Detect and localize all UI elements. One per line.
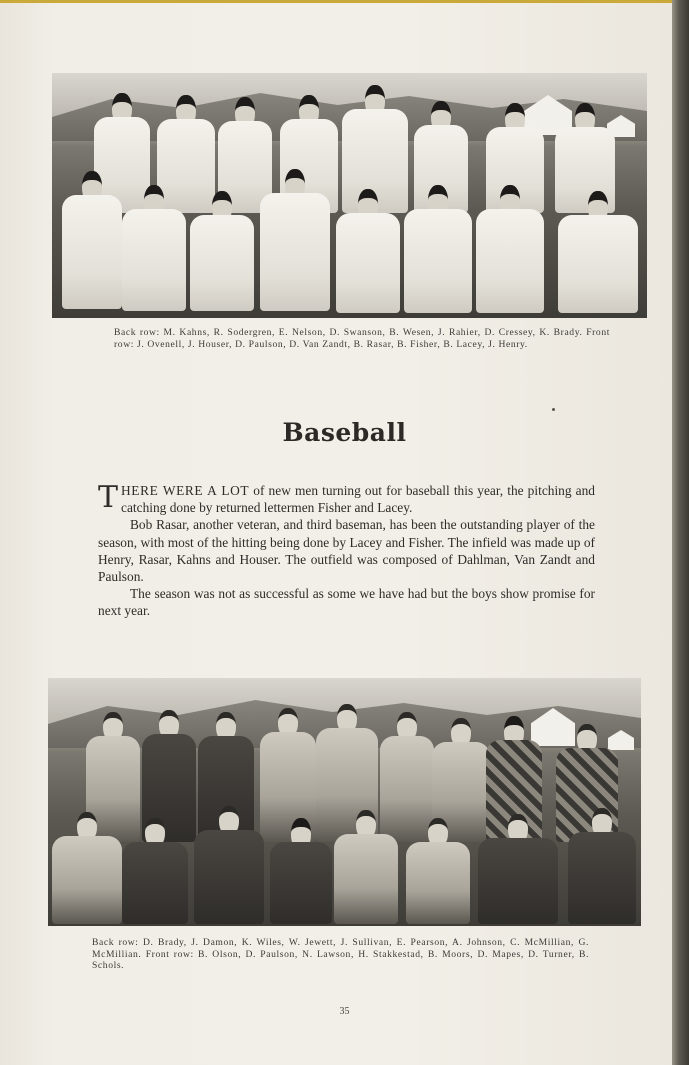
person-front-row xyxy=(406,818,470,924)
page-number: 35 xyxy=(339,1006,350,1017)
bottom-photo-caption: Back row: D. Brady, J. Damon, K. Wiles, W. Jewett, J. Sullivan, E. Pearson, A. Johnson, C. McMillian, G. McMillian. Front row: B. Olson, D. Paulson, N. Lawson, H. Stakkestad, B. Moors, D. Mapes, D. Turner, B. Schols. xyxy=(92,937,589,971)
page-top-edge xyxy=(0,0,672,3)
player-front-row xyxy=(558,191,638,313)
player-front-row xyxy=(336,189,400,313)
player-front-row xyxy=(122,185,186,311)
page-speck xyxy=(552,408,555,411)
top-photo-caption: Back row: M. Kahns, R. Sodergren, E. Nelson, D. Swanson, B. Wesen, J. Rahier, D. Cressey, K. Brady. Front row: J. Ovenell, J. Houser, D. Paulson, D. Van Zandt, B. Rasar, B. Fisher, B. Lacey, J. Henry. xyxy=(114,327,610,350)
person-front-row xyxy=(52,812,122,924)
person-front-row xyxy=(122,818,188,924)
person-front-row xyxy=(194,806,264,924)
person-front-row xyxy=(568,808,636,924)
article-title: Baseball xyxy=(282,418,407,447)
person-front-row xyxy=(334,810,398,924)
article-paragraph-2: Bob Rasar, another veteran, and third baseman, has been the outstanding player of the season, with most of the hitting being done by Lacey and Fisher. The infield was made up of Henry, Rasar, Kahns and Houser. The outfield was composed of Dahlman, Van Zandt and Paulson. xyxy=(98,517,595,585)
group-photo xyxy=(48,678,641,926)
player-front-row xyxy=(190,191,254,311)
person-front-row xyxy=(270,818,332,924)
article-paragraph-3: The season was not as successful as some we have had but the boys show promise for next year. xyxy=(98,586,595,619)
article-body xyxy=(98,482,595,620)
player-front-row xyxy=(476,185,544,313)
baseball-team-photo xyxy=(52,73,647,318)
drop-cap: T xyxy=(98,480,119,515)
book-spine xyxy=(672,0,689,1065)
article-paragraph-1-text: of new men turning out for baseball this year, the pitching and catching done by returned lettermen Fisher and Lacey. xyxy=(121,483,595,516)
article-lead-in: HERE WERE A LOT xyxy=(121,483,250,498)
player-front-row xyxy=(404,185,472,313)
player-front-row xyxy=(260,169,330,311)
player-front-row xyxy=(62,171,122,309)
person-front-row xyxy=(478,814,558,924)
article-paragraph-1 xyxy=(98,482,595,516)
